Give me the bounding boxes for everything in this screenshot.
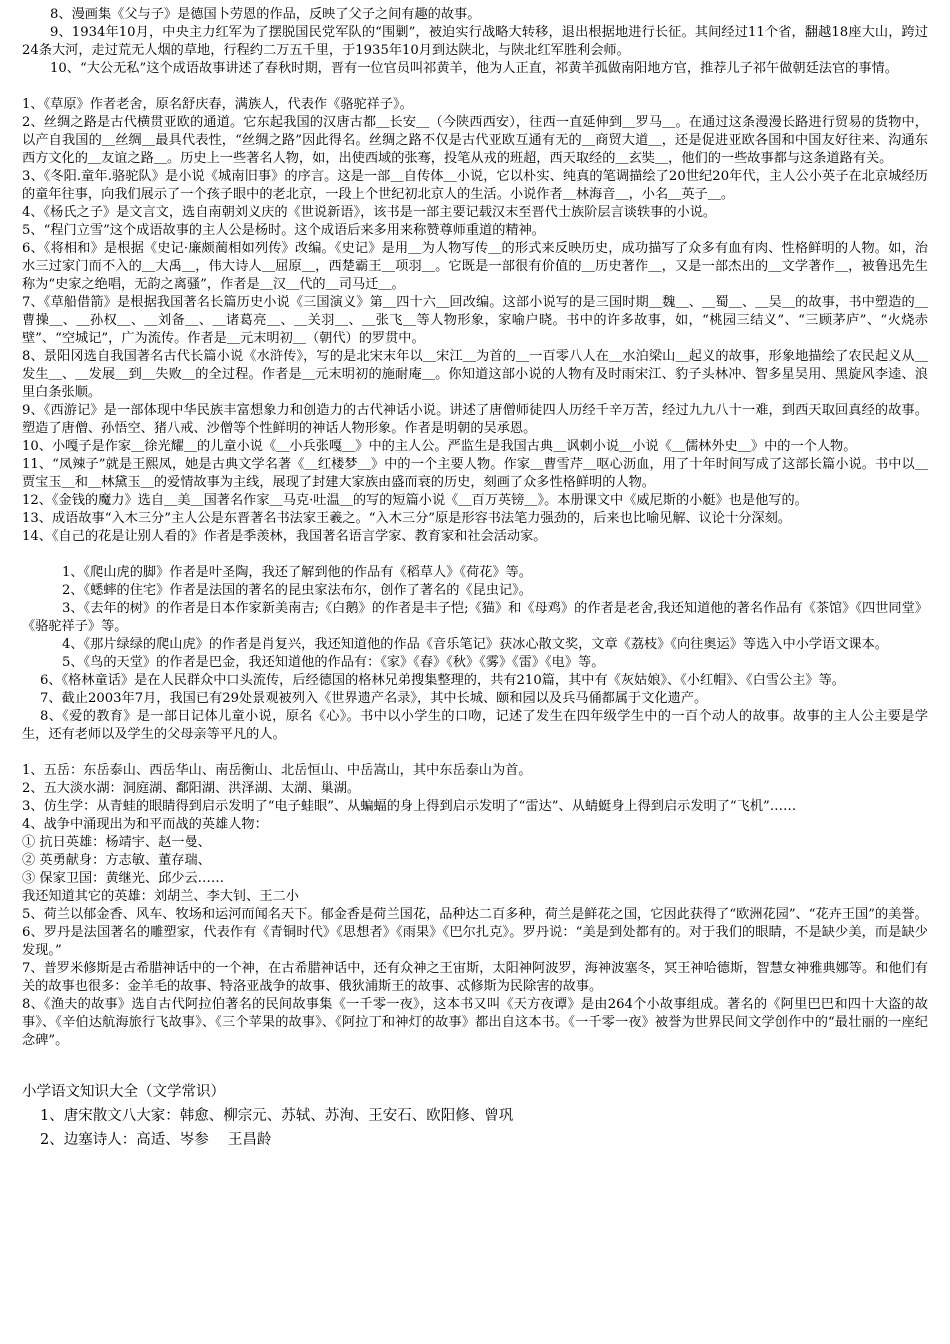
paragraph: 10、小嘎子是作家＿徐光耀＿的儿童小说《＿小兵张嘎＿》中的主人公。严监生是我国古典＿讽刺小说＿小说《＿儒林外史＿》中的一个人物。 bbox=[22, 439, 857, 454]
paragraph: 8、《爱的教育》是一部日记体儿童小说，原名《心》。书中以小学生的口吻，记述了发生在四年级学生中的一百个动人的故事。故事的主人公主要是学生，还有老师以及学生的父母亲等平凡的人。 bbox=[22, 709, 928, 742]
paragraph: 2、《蟋蟀的住宅》作者是法国的著名的昆虫家法布尔，创作了著名的《昆虫记》。 bbox=[62, 583, 532, 598]
paragraph: 5、《鸟的天堂》的作者是巴金，我还知道他的作品有：《家》《春》《秋》《雾》《雷》《电》等。 bbox=[62, 655, 605, 670]
paragraph: 9、《西游记》是一部体现中华民族丰富想象力和创造力的古代神话小说。讲述了唐僧师徒四人历经千辛万苦，经过九九八十一难，到西天取回真经的故事。塑造了唐僧、孙悟空、猪八戒、沙僧等个性鲜明的神话人物形象。作者是明朝的吴承恩。 bbox=[22, 403, 928, 436]
paragraph: 4、战争中涌现出为和平而战的英雄人物： bbox=[22, 817, 268, 832]
paragraph: 1、五岳：东岳泰山、西岳华山、南岳衡山、北岳恒山、中岳嵩山，其中东岳泰山为首。 bbox=[22, 763, 532, 778]
paragraph: 2、五大淡水湖：洞庭湖、鄱阳湖、洪泽湖、太湖、巢湖。 bbox=[22, 781, 361, 796]
paragraph: 11、“凤辣子”就是王熙凤，她是古典文学名著《＿红楼梦＿》中的一个主要人物。作家＿曹雪芹＿呕心沥血，用了十年时间写成了这部长篇小说。书中以＿贾宝玉＿和＿林黛玉＿的爱情故事为主线，展现了封建大家族由盛而衰的历史，刻画了众多性格鲜明的人物。 bbox=[22, 457, 928, 490]
paragraph: 7、《草船借箭》是根据我国著名长篇历史小说《三国演义》第＿四十六＿回改编。这部小说写的是三国时期＿魏＿、＿蜀＿、＿吴＿的故事，书中塑造的＿曹操＿、＿孙权＿、＿刘备＿、＿诸葛亮＿、＿关羽＿、＿张飞＿等人物形象，家喻户晓。书中的许多故事，如，“桃园三结义”、“三顾茅庐”、“火烧赤壁”、“空城记”，广为流传。作者是＿元末明初＿（朝代）的罗贯中。 bbox=[22, 295, 928, 346]
paragraph: 8、漫画集《父与子》是德国卜劳恩的作品，反映了父子之间有趣的故事。 bbox=[50, 7, 481, 22]
section-authors bbox=[22, 564, 928, 744]
section-general bbox=[22, 762, 928, 1050]
paragraph: 8、景阳冈选自我国著名古代长篇小说《水浒传》，写的是北宋末年以＿宋江＿为首的＿一百零八人在＿水泊梁山＿起义的故事，形象地描绘了农民起义从＿发生＿、＿发展＿到＿失败＿的全过程。作者是＿元末明初的施耐庵＿。你知道这部小说的人物有及时雨宋江、豹子头林冲、智多星吴用、黑旋风李逵、浪里白条张顺。 bbox=[22, 349, 928, 400]
paragraph: ① 抗日英雄：杨靖宇、赵一曼、 bbox=[22, 835, 211, 850]
document-page bbox=[22, 6, 928, 1152]
paragraph: 7、截止2003年7月，我国已有29处景观被列入《世界遗产名录》，其中长城、颐和园以及兵马俑都属于文化遗产。 bbox=[40, 691, 708, 706]
paragraph: ② 英勇献身：方志敏、董存瑞、 bbox=[22, 853, 211, 868]
paragraph: 3、仿生学：从青蛙的眼睛得到启示发明了“电子蛙眼”、从蝙蝠的身上得到启示发明了“雷达”、从蜻蜓身上得到启示发明了“飞机”…… bbox=[22, 799, 797, 814]
section-classics bbox=[22, 96, 928, 546]
paragraph: 6、《格林童话》是在人民群众中口头流传，后经德国的格林兄弟搜集整理的，共有210篇，其中有《灰姑娘》、《小红帽》、《白雪公主》等。 bbox=[40, 673, 845, 688]
paragraph: 10、“大公无私”这个成语故事讲述了春秋时期，晋有一位官员叫祁黄羊，他为人正直，祁黄羊孤做南阳地方官，推荐儿子祁午做朝廷法官的事情。 bbox=[50, 61, 898, 76]
paragraph: 13、成语故事“入木三分”主人公是东晋著名书法家王羲之。“入木三分”原是形容书法笔力强劲的，后来也比喻见解、议论十分深刻。 bbox=[22, 511, 792, 526]
paragraph: 1、《爬山虎的脚》作者是叶圣陶，我还了解到他的作品有《稻草人》《荷花》等。 bbox=[62, 565, 532, 580]
section-intro bbox=[22, 6, 928, 78]
paragraph: 4、《那片绿绿的爬山虎》的作者是肖复兴，我还知道他的作品《音乐笔记》获冰心散文奖，文章《荔枝》《向往奥运》等选入中小学语文课本。 bbox=[62, 637, 888, 652]
paragraph: 我还知道其它的英雄：刘胡兰、李大钊、王二小 bbox=[22, 889, 299, 904]
section-title: 小学语文知识大全（文学常识） bbox=[22, 1084, 225, 1100]
paragraph: 2、边塞诗人：高适、岑参 王昌龄 bbox=[40, 1132, 272, 1148]
paragraph: 5、“程门立雪”这个成语故事的主人公是杨时。这个成语后来多用来称赞尊师重道的精神。 bbox=[22, 223, 545, 238]
paragraph: 4、《杨氏之子》是文言文，选自南朝刘义庆的《世说新语》，该书是一部主要记载汉末至晋代士族阶层言谈轶事的小说。 bbox=[22, 205, 717, 220]
paragraph: 6、罗丹是法国著名的雕塑家，代表作有《青铜时代》《思想者》《雨果》《巴尔扎克》。罗丹说：“美是到处都有的。对于我们的眼睛，不是缺少美，而是缺少发现。” bbox=[22, 925, 928, 958]
paragraph: 9、1934年10月，中央主力红军为了摆脱国民党军队的“围剿”，被迫实行战略大转移，退出根据地进行长征。其间经过11个省，翻越18座大山，跨过24条大河，走过荒无人烟的草地，行程约二万五千里，于1935年10月到达陕北，与陕北红军胜利会师。 bbox=[22, 25, 928, 58]
paragraph: 3、《去年的树》的作者是日本作家新美南吉;《白鹅》的作者是丰子恺;《猫》和《母鸡》的作者是老舍,我还知道他的著名作品有《茶馆》《四世同堂》《骆驼祥子》等。 bbox=[22, 601, 928, 634]
paragraph: 1、《草原》作者老舍，原名舒庆春，满族人，代表作《骆驼祥子》。 bbox=[22, 97, 413, 112]
paragraph: 7、普罗米修斯是古希腊神话中的一个神，在古希腊神话中，还有众神之王宙斯，太阳神阿波罗，海神波塞冬，冥王神哈德斯，智慧女神雅典娜等。和他们有关的故事也很多：金羊毛的故事、特洛亚战争的故事、俄狄浦斯王的故事、忒修斯为民除害的故事。 bbox=[22, 961, 928, 994]
paragraph: 1、唐宋散文八大家：韩愈、柳宗元、苏轼、苏洵、王安石、欧阳修、曾巩 bbox=[40, 1108, 514, 1124]
paragraph: 6、《将相和》是根据《史记·廉颇蔺相如列传》改编。《史记》是用＿为人物写传＿的形式来反映历史，成功描写了众多有血有肉、性格鲜明的人物。如，治水三过家门而不入的＿大禹＿，伟大诗人＿屈原＿，西楚霸王＿项羽＿。它既是一部很有价值的＿历史著作＿，又是一部杰出的＿文学著作＿，被鲁迅先生称为“史家之绝唱，无韵之离骚”，作者是＿汉＿代的＿司马迁＿。 bbox=[22, 241, 928, 292]
paragraph: 5、荷兰以郁金香、风车、牧场和运河而闻名天下。郁金香是荷兰国花，品种达二百多种，荷兰是鲜花之国，它因此获得了“欧洲花园”、“花卉王国”的美誉。 bbox=[22, 907, 928, 922]
paragraph: 14、《自己的花是让别人看的》作者是季羡林，我国著名语言学家、教育家和社会活动家。 bbox=[22, 529, 547, 544]
paragraph: 8、《渔夫的故事》选自古代阿拉伯著名的民间故事集《一千零一夜》，这本书又叫《天方夜谭》是由264个小故事组成。著名的《阿里巴巴和四十大盗的故事》、《辛伯达航海旅行飞故事》、《三个苹果的故事》、《阿拉丁和神灯的故事》都出自这本书。《一千零一夜》被誉为世界民间文学创作中的“最壮丽的一座纪念碑”。 bbox=[22, 997, 928, 1048]
section-final bbox=[22, 1080, 928, 1152]
paragraph: 12、《金钱的魔力》选自＿美＿国著名作家＿马克·吐温＿的写的短篇小说《＿百万英镑＿》。本册课文中《威尼斯的小艇》也是他写的。 bbox=[22, 493, 808, 508]
paragraph: ③ 保家卫国：黄继光、邱少云…… bbox=[22, 871, 225, 886]
paragraph: 3、《冬阳.童年.骆驼队》是小说《城南旧事》的序言。这是一部＿自传体＿小说，它以朴实、纯真的笔调描绘了20世纪20年代，主人公小英子在北京城经历的童年往事，向我们展示了一个孩子眼中的老北京，一段上个世纪初北京人的生活。小说作者＿林海音＿，小名＿英子＿。 bbox=[22, 169, 928, 202]
paragraph: 2、丝绸之路是古代横贯亚欧的通道。它东起我国的汉唐古都＿长安＿（今陕西西安），往西一直延伸到＿罗马＿。在通过这条漫漫长路进行贸易的货物中，以产自我国的＿丝绸＿最具代表性，“丝绸之路”因此得名。丝绸之路不仅是古代亚欧互通有无的＿商贸大道＿，还是促进亚欧各国和中国友好往来、沟通东西方文化的＿友谊之路＿。历史上一些著名人物，如，出使西域的张骞，投笔从戎的班超，西天取经的＿玄奘＿，他们的一些故事都与这条道路有关。 bbox=[22, 115, 928, 166]
